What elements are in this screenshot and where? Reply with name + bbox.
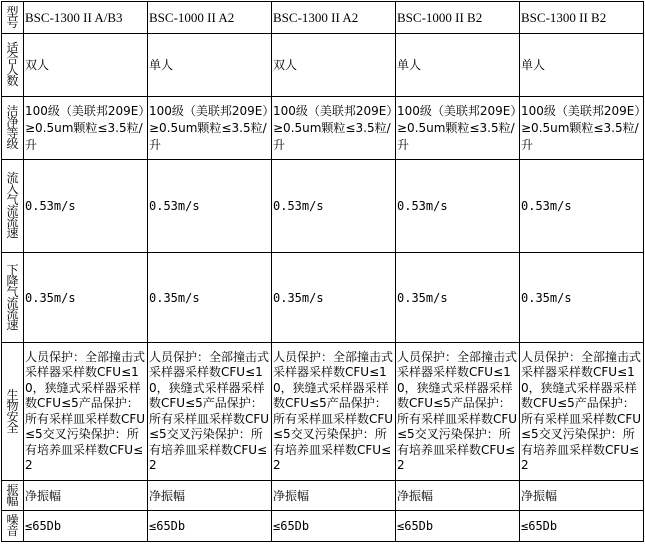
row-header-label: 型 号 [6, 4, 19, 30]
cell-capacity: 双人 [24, 34, 148, 97]
cell-downflow: 0.35m/s [148, 253, 272, 343]
cell-noise: ≤65Db [396, 511, 520, 542]
row-header-capacity [2, 34, 24, 97]
cell-capacity: 单人 [148, 34, 272, 97]
cell-cleanliness: 100级（美联邦209E）≥0.5um颗粒≤3.5粒/升 [148, 97, 272, 160]
row-header-inflow [2, 160, 24, 253]
row-downflow [2, 253, 644, 343]
row-noise [2, 511, 644, 542]
cell-biosafety: 人员保护：全部撞击式采样器采样数CFU≤10，狭缝式采样器采样数CFU≤5产品保护：所有采样皿采样数CFU≤5交叉污染保护：所有培养皿采样数CFU≤2 [148, 343, 272, 481]
cell-amplitude: 净振幅 [396, 481, 520, 511]
cell-cleanliness: 100级（美联邦209E）≥0.5um颗粒≤3.5粒/升 [24, 97, 148, 160]
row-header-label: 振 幅 [6, 482, 19, 508]
row-header-label: 适 合 人 数 [6, 41, 19, 88]
cell-downflow: 0.35m/s [272, 253, 396, 343]
cell-biosafety: 人员保护：全部撞击式采样器采样数CFU≤10，狭缝式采样器采样数CFU≤5产品保护：所有采样皿采样数CFU≤5交叉污染保护：所有培养皿采样数CFU≤2 [520, 343, 644, 481]
cell-noise: ≤65Db [272, 511, 396, 542]
cell-inflow: 0.53m/s [148, 160, 272, 253]
cell-inflow: 0.53m/s [520, 160, 644, 253]
cell-inflow: 0.53m/s [272, 160, 396, 253]
cell-noise: ≤65Db [520, 511, 644, 542]
cell-amplitude: 净振幅 [272, 481, 396, 511]
cell-biosafety: 人员保护：全部撞击式采样器采样数CFU≤10，狭缝式采样器采样数CFU≤5产品保护：所有采样皿采样数CFU≤5交叉污染保护：所有培养皿采样数CFU≤2 [396, 343, 520, 481]
cell-model: BSC-1000 II B2 [396, 2, 520, 34]
row-header-biosafety [2, 343, 24, 481]
cell-capacity: 单人 [396, 34, 520, 97]
cell-amplitude: 净振幅 [520, 481, 644, 511]
cell-inflow: 0.53m/s [396, 160, 520, 253]
cell-model: BSC-1300 II B2 [520, 2, 644, 34]
spec-table [1, 1, 644, 542]
cell-capacity: 单人 [520, 34, 644, 97]
row-inflow [2, 160, 644, 253]
row-header-noise [2, 511, 24, 542]
row-header-model [2, 2, 24, 34]
cell-amplitude: 净振幅 [148, 481, 272, 511]
row-header-label: 下 降 气 流 流 速 [6, 262, 19, 332]
row-header-label: 洁 净 等 级 [6, 104, 19, 151]
row-header-amplitude [2, 481, 24, 511]
row-header-cleanliness [2, 97, 24, 160]
cell-biosafety: 人员保护：全部撞击式采样器采样数CFU≤10，狭缝式采样器采样数CFU≤5产品保护：所有采样皿采样数CFU≤5交叉污染保护：所有培养皿采样数CFU≤2 [24, 343, 148, 481]
row-amplitude [2, 481, 644, 511]
cell-amplitude: 净振幅 [24, 481, 148, 511]
cell-capacity: 双人 [272, 34, 396, 97]
cell-inflow: 0.53m/s [24, 160, 148, 253]
cell-model: BSC-1300 II A/B3 [24, 2, 148, 34]
row-cleanliness [2, 97, 644, 160]
cell-downflow: 0.35m/s [396, 253, 520, 343]
cell-model: BSC-1000 II A2 [148, 2, 272, 34]
cell-noise: ≤65Db [24, 511, 148, 542]
row-header-downflow [2, 253, 24, 343]
row-header-label: 噪 音 [6, 513, 19, 538]
cell-noise: ≤65Db [148, 511, 272, 542]
row-capacity [2, 34, 644, 97]
cell-downflow: 0.35m/s [24, 253, 148, 343]
cell-cleanliness: 100级（美联邦209E）≥0.5um颗粒≤3.5粒/升 [520, 97, 644, 160]
cell-biosafety: 人员保护：全部撞击式采样器采样数CFU≤10，狭缝式采样器采样数CFU≤5产品保护：所有采样皿采样数CFU≤5交叉污染保护：所有培养皿采样数CFU≤2 [272, 343, 396, 481]
cell-model: BSC-1300 II A2 [272, 2, 396, 34]
row-header-label: 生 物 安 全 [6, 387, 19, 435]
cell-cleanliness: 100级（美联邦209E）≥0.5um颗粒≤3.5粒/升 [272, 97, 396, 160]
cell-downflow: 0.35m/s [520, 253, 644, 343]
row-biosafety [2, 343, 644, 481]
row-model [2, 2, 644, 34]
cell-cleanliness: 100级（美联邦209E）≥0.5um颗粒≤3.5粒/升 [396, 97, 520, 160]
row-header-label: 流 入 气 流 流 速 [6, 171, 19, 240]
